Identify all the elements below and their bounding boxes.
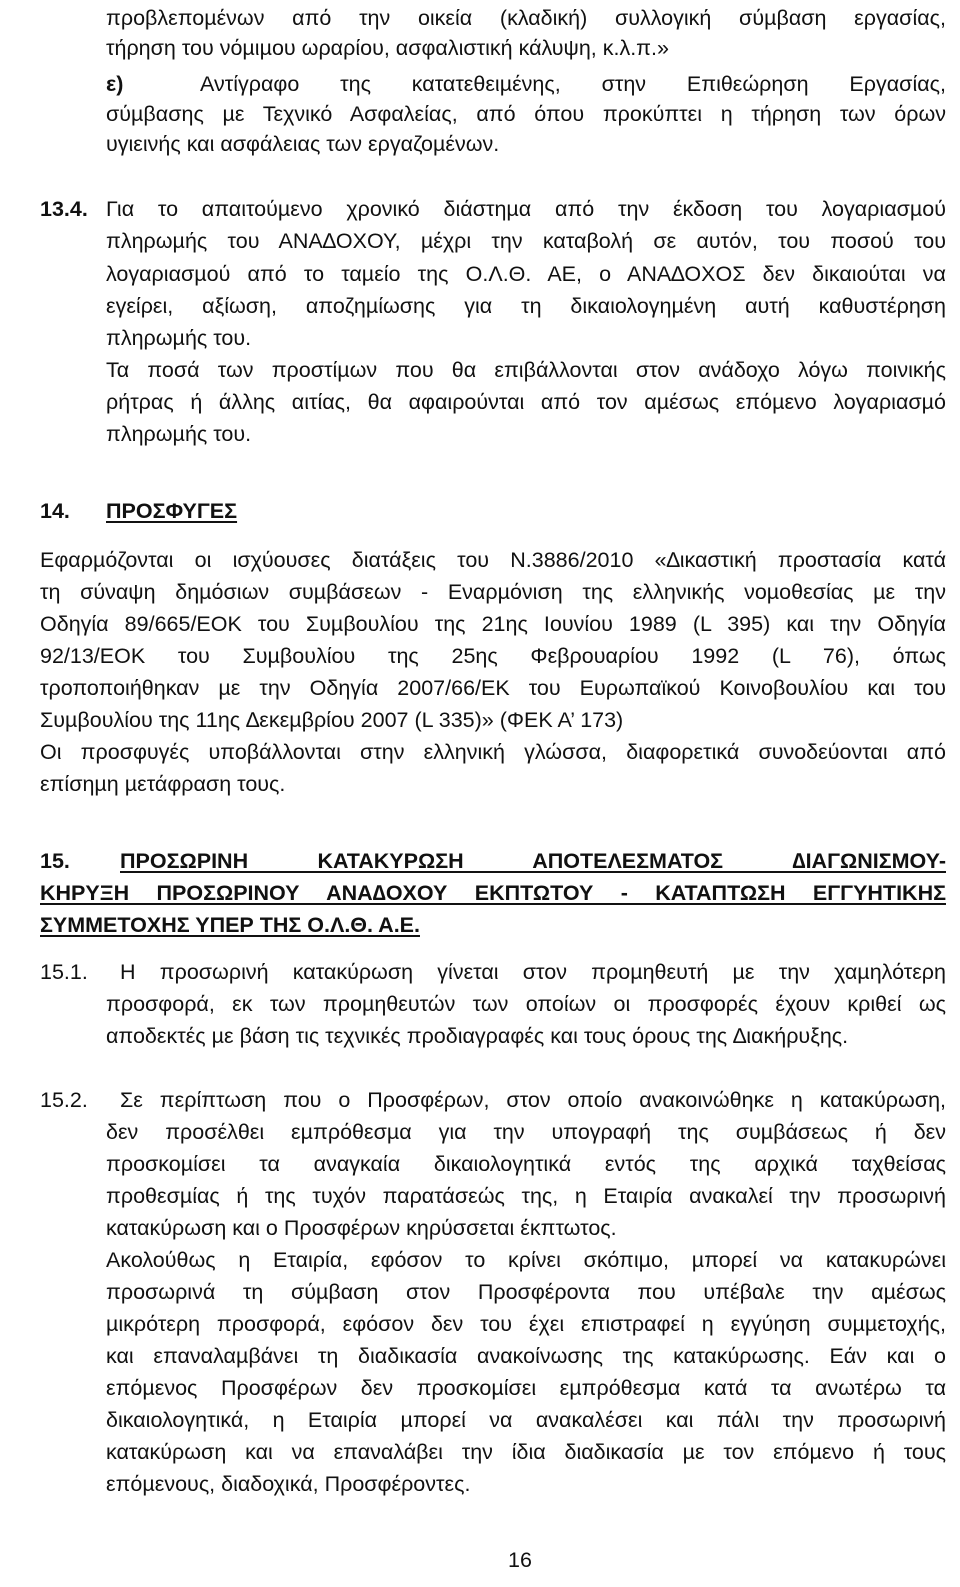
page-number: 16 bbox=[508, 1548, 532, 1572]
item-e-line-3: υγιεινής και ασφάλειας των εργαζοµένων. bbox=[106, 132, 500, 156]
section-15-2-line-10: επόµενος Προσφέρων δεν προσκοµίσει εµπρόθεσµα κατά τα ανωτέρω τα bbox=[106, 1376, 946, 1400]
section-13-4-number: 13.4. bbox=[40, 197, 88, 221]
section-15-title-line-2: ΚΗΡΥΞΗ ΠΡΟΣΩΡΙΝΟΥ ΑΝΑ∆ΟΧΟΥ ΕΚΠΤΩΤΟΥ - ΚΑΤΑΠΤΩΣΗ ΕΓΓΥΗΤΙΚΗΣ bbox=[40, 881, 946, 905]
section-15-1-line-2: προσφορά, εκ των προµηθευτών των οποίων οι προσφορές έχουν κριθεί ως bbox=[106, 992, 946, 1016]
section-15-2-line-7: προσωρινά τη σύµβαση στον Προσφέροντα που υπέβαλε την αµέσως bbox=[106, 1280, 946, 1304]
section-13-4-line-4: εγείρει, αξίωση, αποζηµίωσης για τη δικαιολογηµένη αυτή καθυστέρηση bbox=[106, 294, 946, 318]
section-15-1-line-3: αποδεκτές µε βάση τις τεχνικές προδιαγραφές και τους όρους της ∆ιακήρυξης. bbox=[106, 1024, 849, 1048]
section-15-2-number: 15.2. bbox=[40, 1088, 88, 1112]
section-14-line-5: τροποποιήθηκαν µε την Οδηγία 2007/66/ΕΚ του Ευρωπαϊκού Κοινοβουλίου και του bbox=[40, 676, 946, 700]
section-13-4-line-6: Τα ποσά των προστίµων που θα επιβάλλονται στον ανάδοχο λόγω ποινικής bbox=[106, 358, 946, 382]
section-14-line-8: επίσηµη µετάφραση τους. bbox=[40, 772, 286, 796]
section-14-line-6: Συµβουλίου της 11ης ∆εκεµβρίου 2007 (L 335)» (ΦΕΚ Α’ 173) bbox=[40, 708, 624, 732]
top-line-2: τήρηση του νόµιµου ωραρίου, ασφαλιστική κάλυψη, κ.λ.π.» bbox=[106, 36, 669, 60]
section-13-4-line-3: λογαριασµού από το ταµείο της Ο.Λ.Θ. ΑΕ, ο ΑΝΑ∆ΟΧΟΣ δεν δικαιούται να bbox=[106, 262, 946, 286]
section-15-1-line-1: Η προσωρινή κατακύρωση γίνεται στον προµηθευτή µε την χαµηλότερη bbox=[120, 960, 946, 984]
section-14-line-4: 92/13/ΕΟΚ του Συµβουλίου της 25ης Φεβρουαρίου 1992 (L 76), όπως bbox=[40, 644, 946, 668]
section-15-2-line-13: επόµενους, διαδοχικά, Προσφέροντες. bbox=[106, 1472, 471, 1496]
section-13-4-line-8: πληρωµής του. bbox=[106, 422, 252, 446]
section-15-2-line-8: µικρότερη προσφορά, εφόσον δεν του έχει επιστραφεί η εγγύηση συµµετοχής, bbox=[106, 1312, 946, 1336]
section-14-line-2: τη σύναψη δηµόσιων συµβάσεων - Εναρµόνιση της ελληνικής νοµοθεσίας µε την bbox=[40, 580, 946, 604]
section-15-2-line-5: κατακύρωση και ο Προσφέρων κηρύσσεται έκπτωτος. bbox=[106, 1216, 617, 1240]
section-15-2-line-2: δεν προσέλθει εµπρόθεσµα για την υπογραφή της συµβάσεως ή δεν bbox=[106, 1120, 946, 1144]
section-14-line-7: Οι προσφυγές υποβάλλονται στην ελληνική γλώσσα, διαφορετικά συνοδεύονται από bbox=[40, 740, 946, 764]
section-13-4-line-7: ρήτρας ή άλλης αιτίας, θα αφαιρούνται από τον αµέσως επόµενο λογαριασµό bbox=[106, 390, 946, 414]
section-15-2-line-11: δικαιολογητικά, η Εταιρία µπορεί να ανακαλέσει και πάλι την προσωρινή bbox=[106, 1408, 946, 1432]
section-15-1-number: 15.1. bbox=[40, 960, 88, 984]
section-13-4-line-5: πληρωµής του. bbox=[106, 326, 252, 350]
section-14-title: ΠΡΟΣΦΥΓΕΣ bbox=[106, 499, 238, 523]
section-15-2-line-3: προσκοµίσει τα αναγκαία δικαιολογητικά εντός της αρχικά ταχθείσας bbox=[106, 1152, 946, 1176]
section-14-number: 14. bbox=[40, 499, 70, 523]
section-13-4-line-1: Για το απαιτούµενο χρονικό διάστηµα από την έκδοση του λογαριασµού bbox=[106, 197, 946, 221]
section-15-2-line-12: κατακύρωση και να επαναλάβει την ίδια διαδικασία µε τον επόµενο ή τους bbox=[106, 1440, 946, 1464]
section-15-title-line-3: ΣΥΜΜΕΤΟΧΗΣ ΥΠΕΡ ΤΗΣ Ο.Λ.Θ. Α.Ε. bbox=[40, 913, 420, 937]
section-15-number: 15. bbox=[40, 849, 70, 873]
section-13-4-line-2: πληρωµής του ΑΝΑ∆ΟΧΟΥ, µέχρι την καταβολή σε αυτόν, του ποσού του bbox=[106, 229, 946, 253]
top-line-1: προβλεποµένων από την οικεία (κλαδική) συλλογική σύµβαση εργασίας, bbox=[106, 6, 946, 30]
item-e-label: ε) bbox=[106, 72, 124, 96]
section-14-line-1: Εφαρµόζονται οι ισχύουσες διατάξεις του Ν.3886/2010 «∆ικαστική προστασία κατά bbox=[40, 548, 946, 572]
item-e-line-2: σύµβασης µε Τεχνικό Ασφαλείας, από όπου προκύπτει η τήρηση των όρων bbox=[106, 102, 946, 126]
section-15-2-line-4: προθεσµίας ή της τυχόν παρατάσεώς της, η Εταιρία ανακαλεί την προσωρινή bbox=[106, 1184, 946, 1208]
section-15-title-line-1: ΠΡΟΣΩΡΙΝΗ ΚΑΤΑΚΥΡΩΣΗ ΑΠΟΤΕΛΕΣΜΑΤΟΣ ∆ΙΑΓΩΝΙΣΜΟΥ- bbox=[120, 849, 946, 873]
item-e-line-1: Αντίγραφο της κατατεθειµένης, στην Επιθεώρηση Εργασίας, bbox=[200, 72, 946, 96]
section-14-line-3: Οδηγία 89/665/ΕΟΚ του Συµβουλίου της 21ης Ιουνίου 1989 (L 395) και την Οδηγία bbox=[40, 612, 946, 636]
section-15-2-line-6: Ακολούθως η Εταιρία, εφόσον το κρίνει σκόπιµο, µπορεί να κατακυρώνει bbox=[106, 1248, 946, 1272]
section-15-2-line-1: Σε περίπτωση που ο Προσφέρων, στον οποίο ανακοινώθηκε η κατακύρωση, bbox=[120, 1088, 946, 1112]
section-15-2-line-9: και επαναλαµβάνει τη διαδικασία ανακοίνωσης της κατακύρωσης. Εάν και ο bbox=[106, 1344, 946, 1368]
